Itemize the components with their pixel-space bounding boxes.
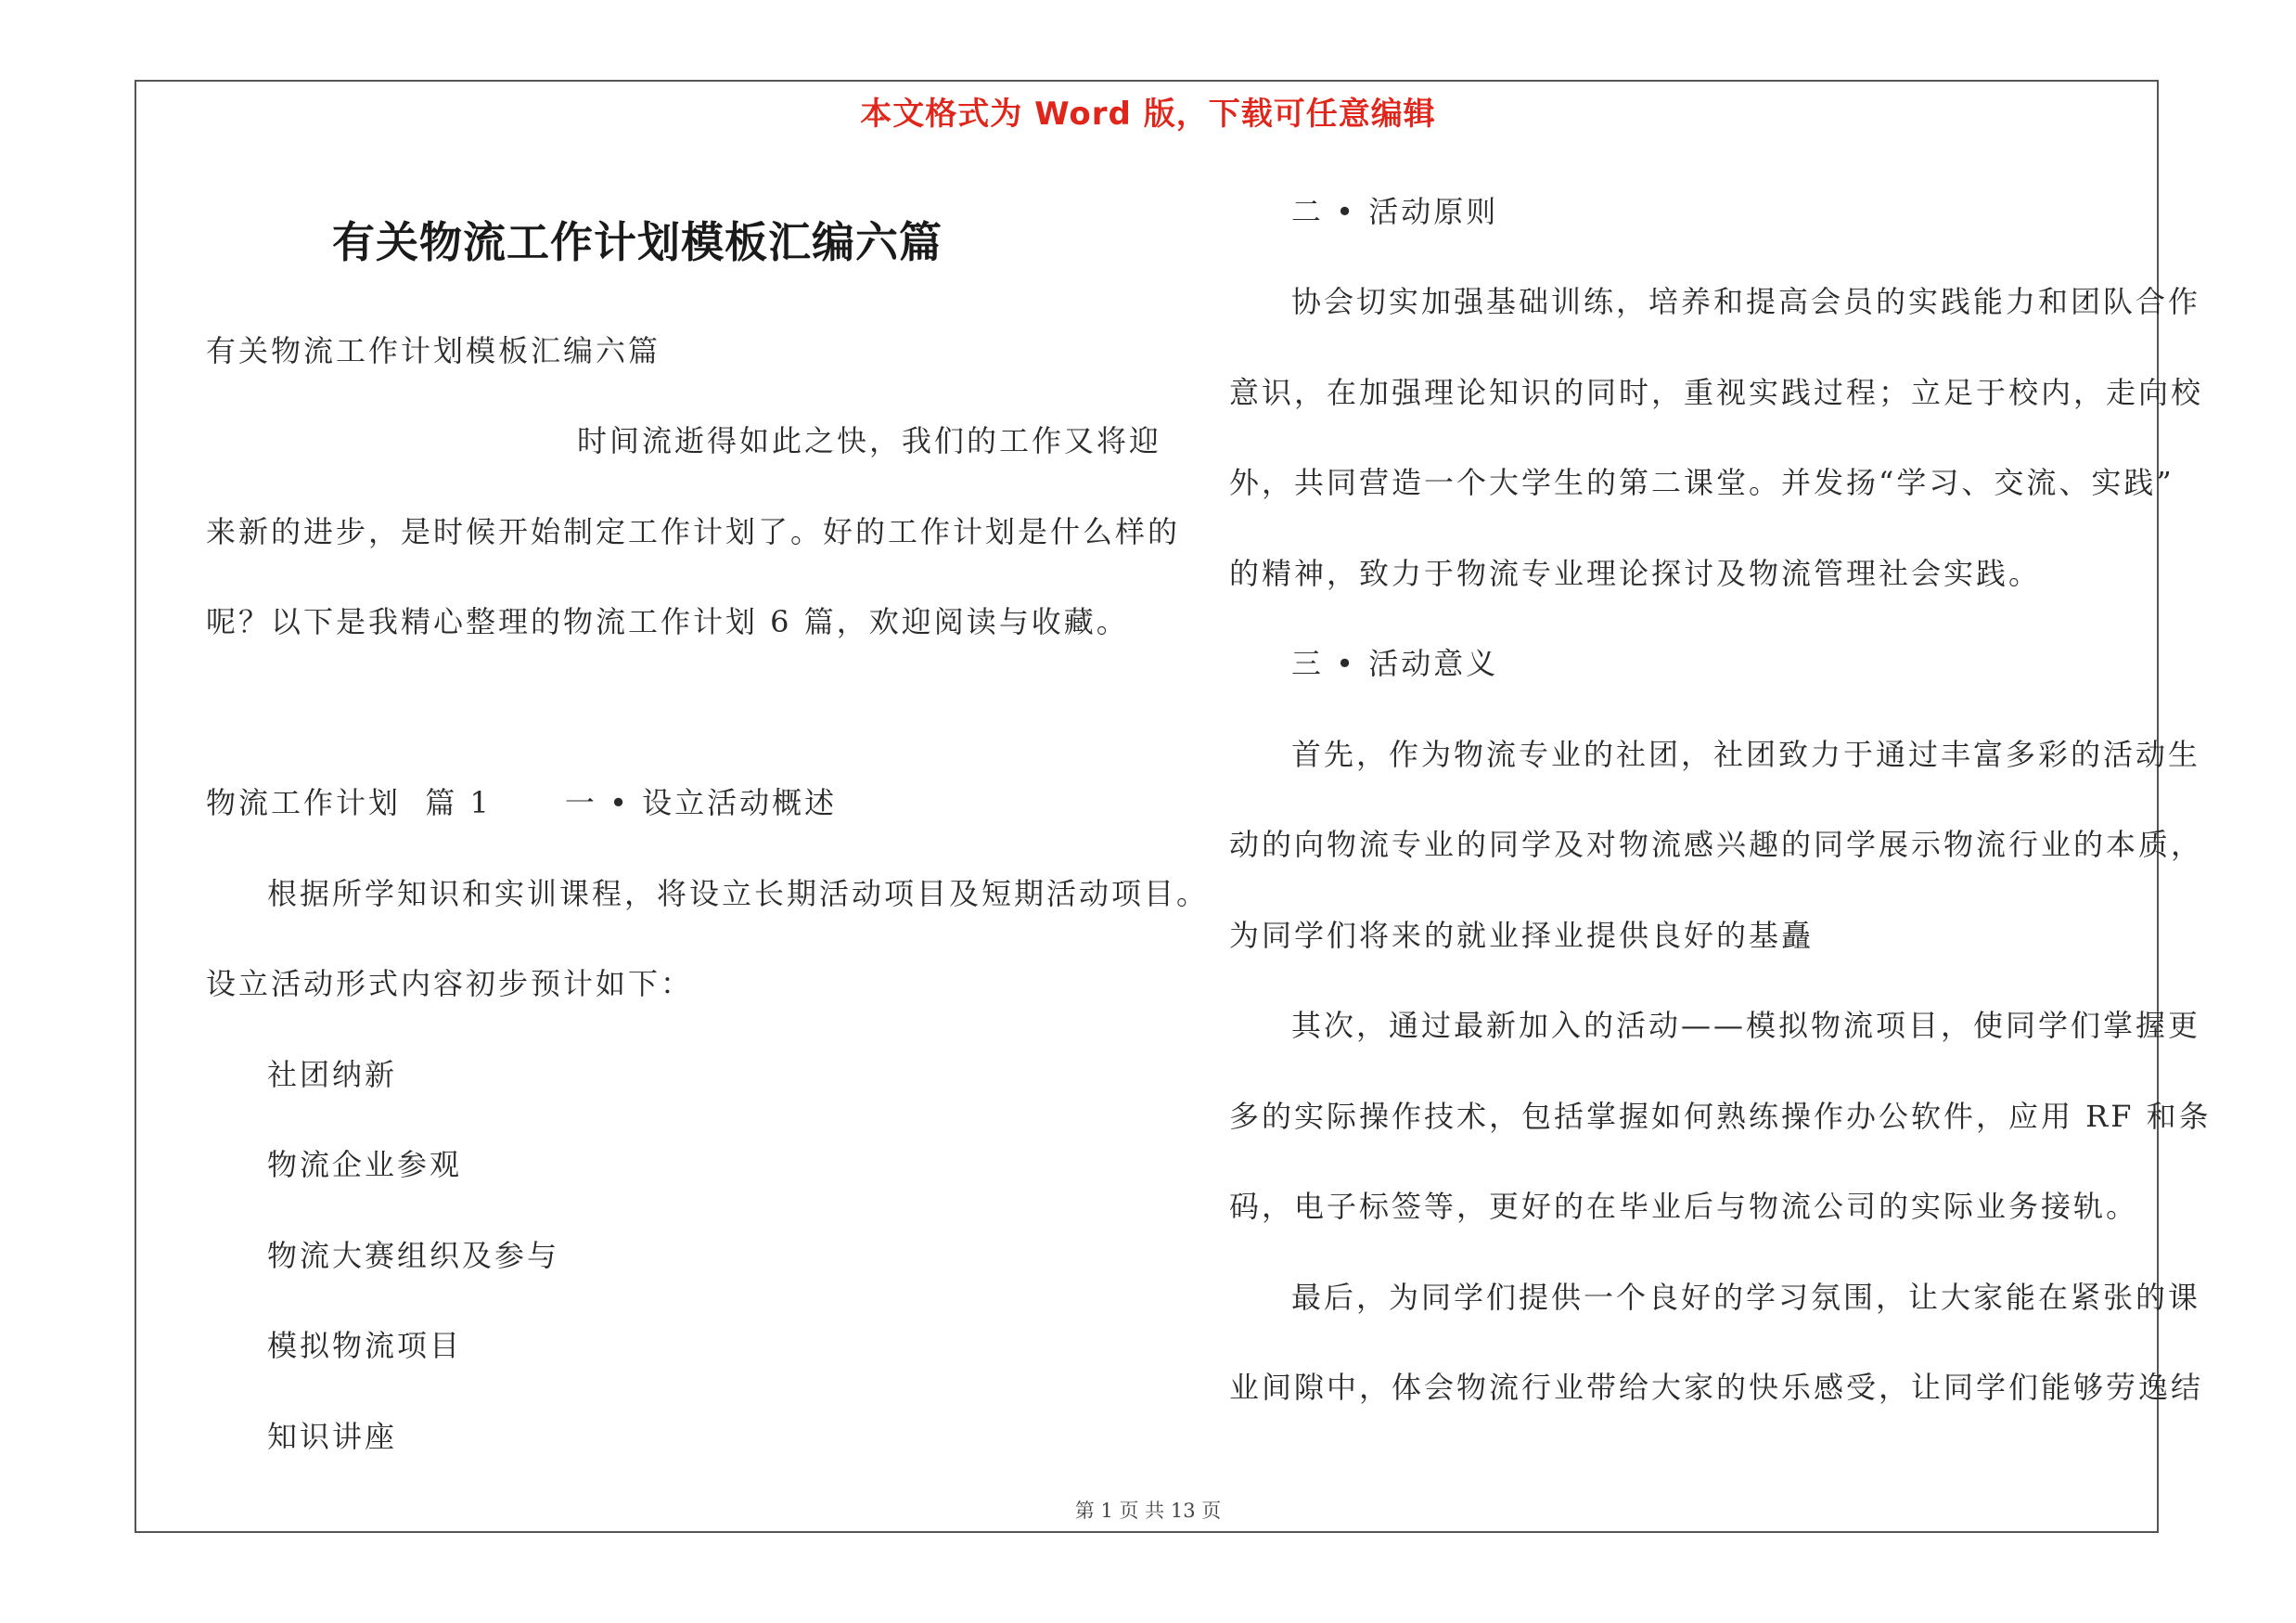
- body-paragraph-line: 多的实际操作技术，包括掌握如何熟练操作办公软件，应用 RF 和条: [1229, 1099, 2212, 1134]
- body-paragraph-line: 业间隙中，体会物流行业带给大家的快乐感受，让同学们能够劳逸结: [1229, 1370, 2204, 1405]
- page-number-footer: 第 1 页 共 13 页: [1074, 1500, 1222, 1522]
- body-paragraph-line: 最后，为同学们提供一个良好的学习氛围，让大家能在紧张的课: [1291, 1280, 2201, 1315]
- body-paragraph-line: 协会切实加强基础训练，培养和提高会员的实践能力和团队合作: [1291, 284, 2201, 319]
- body-paragraph-line: 码，电子标签等，更好的在毕业后与物流公司的实际业务接轨。: [1229, 1189, 2139, 1224]
- body-paragraph-line: 意识，在加强理论知识的同时，重视实践过程；立足于校内，走向校: [1229, 375, 2204, 410]
- list-item: 物流大赛组织及参与: [267, 1238, 560, 1273]
- body-paragraph-line: 设立活动形式内容初步预计如下：: [206, 966, 694, 1001]
- section-heading: 二 • 活动原则: [1291, 194, 1499, 229]
- intro-paragraph-line: 时间流逝得如此之快，我们的工作又将迎: [577, 423, 1162, 458]
- body-paragraph-line: 的精神，致力于物流专业理论探讨及物流管理社会实践。: [1229, 556, 2042, 591]
- list-item: 知识讲座: [267, 1419, 398, 1454]
- intro-title-line: 有关物流工作计划模板汇编六篇: [206, 333, 661, 368]
- document-title: 有关物流工作计划模板汇编六篇: [332, 217, 943, 267]
- body-paragraph-line: 首先，作为物流专业的社团，社团致力于通过丰富多彩的活动生: [1291, 737, 2201, 772]
- body-paragraph-line: 为同学们将来的就业择业提供良好的基矗: [1229, 918, 1815, 953]
- body-paragraph-line: 根据所学知识和实训课程，将设立长期活动项目及短期活动项目。: [267, 876, 1210, 911]
- body-paragraph-line: 其次，通过最新加入的活动——模拟物流项目，使同学们掌握更: [1291, 1008, 2201, 1043]
- list-item: 社团纳新: [267, 1057, 398, 1092]
- list-item: 物流企业参观: [267, 1147, 463, 1182]
- format-banner: 本文格式为 Word 版，下载可任意编辑: [860, 96, 1436, 133]
- list-item: 模拟物流项目: [267, 1328, 463, 1363]
- body-paragraph-line: 动的向物流专业的同学及对物流感兴趣的同学展示物流行业的本质，: [1229, 827, 2204, 862]
- body-paragraph-line: 外，共同营造一个大学生的第二课堂。并发扬“学习、交流、实践”: [1229, 465, 2174, 500]
- intro-paragraph-line: 来新的进步，是时候开始制定工作计划了。好的工作计划是什么样的: [206, 514, 1181, 549]
- intro-paragraph-line: 呢？以下是我精心整理的物流工作计划 6 篇，欢迎阅读与收藏。: [206, 604, 1129, 639]
- section-heading: 物流工作计划 篇 1 一 • 设立活动概述: [206, 785, 838, 820]
- section-heading: 三 • 活动意义: [1291, 646, 1499, 681]
